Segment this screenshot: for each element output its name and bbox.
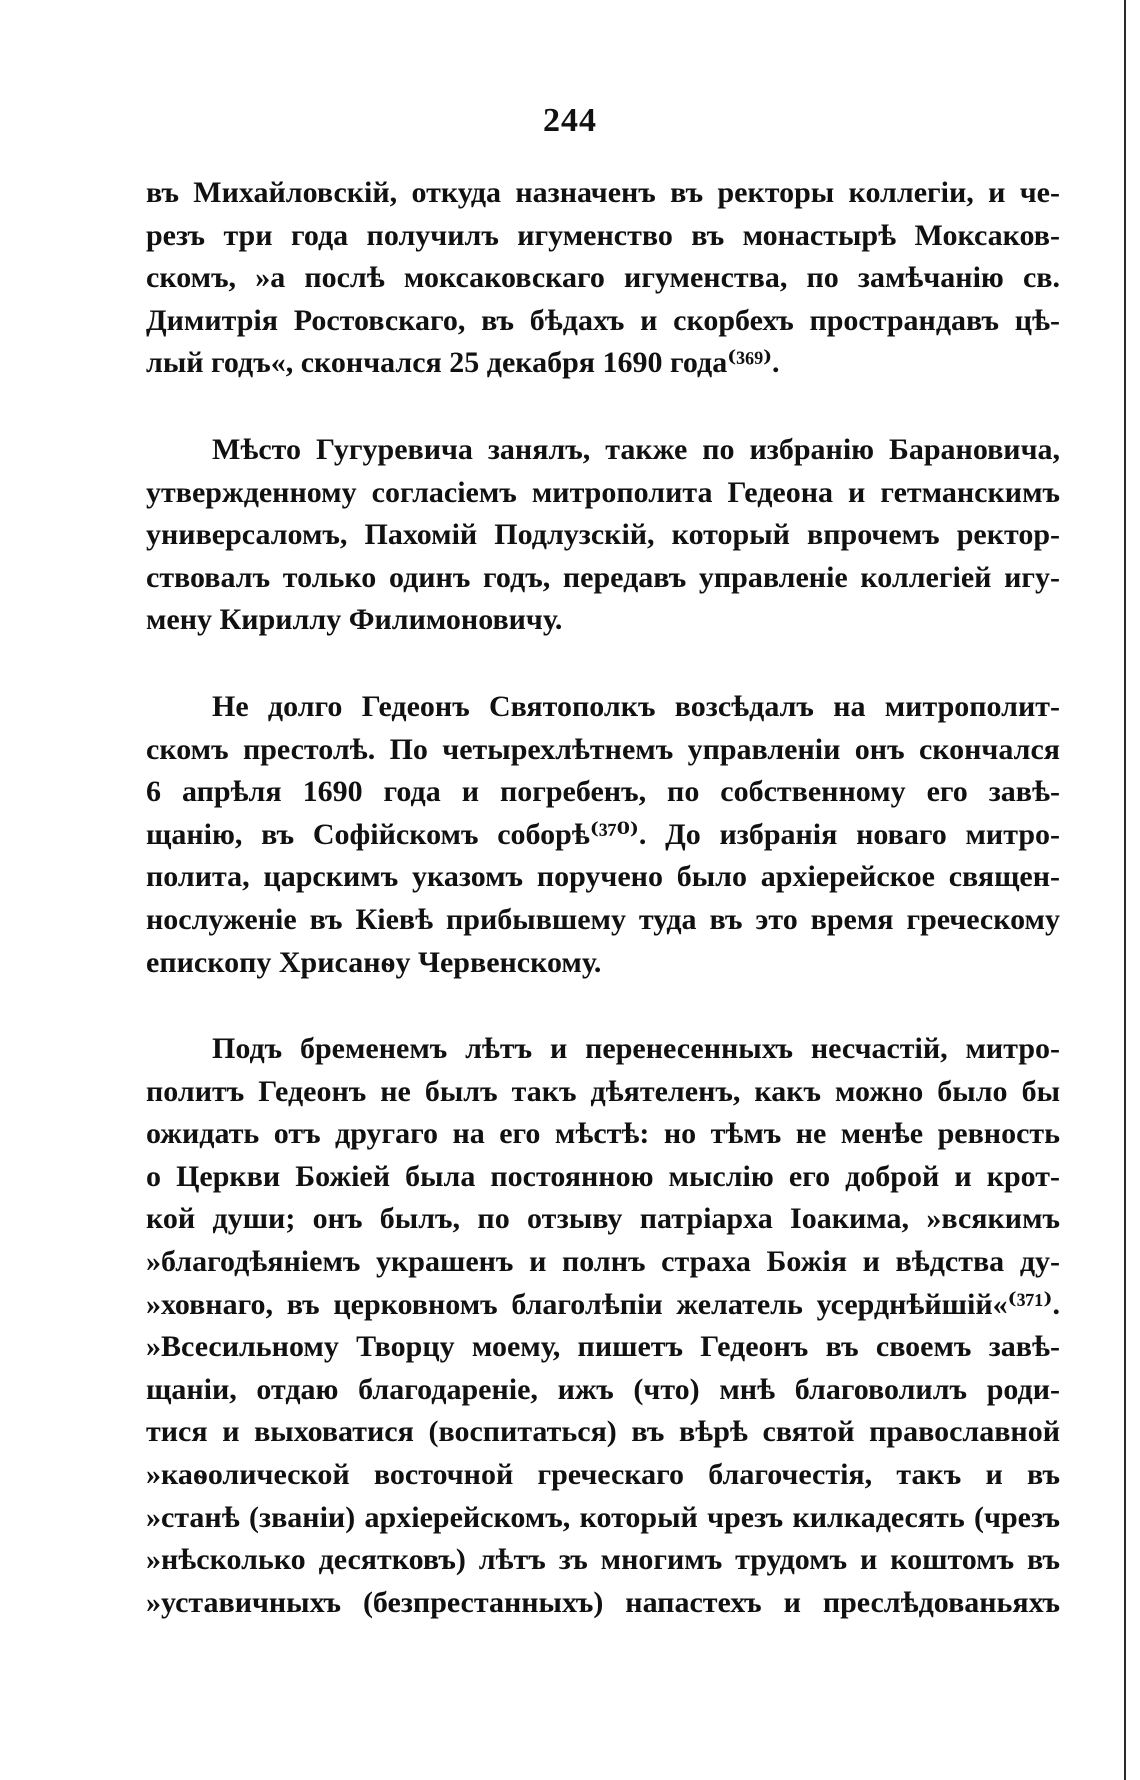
text-line: »благодѣяніемъ украшенъ и полнъ страха Божія и вѣдства ду- [146, 1245, 1060, 1279]
paragraph-2 [146, 429, 1060, 642]
page-edge-line [1124, 0, 1126, 1780]
text-line: кой души; онъ былъ, по отзыву патріарха Іоакима, »всякимъ [146, 1202, 1060, 1236]
text-line: скомъ, »а послѣ моксаковскаго игуменства, по замѣчанію св. [146, 261, 1060, 295]
text-line: щаніи, отдаю благодареніе, ижъ (что) мнѣ благоволилъ роди- [146, 1372, 1060, 1406]
text-line: скомъ престолѣ. По четырехлѣтнемъ управленіи онъ скончался [146, 732, 1060, 766]
text-line: лый годъ«, скончался 25 декабря 1690 года⁽³⁶⁹⁾. [146, 346, 780, 380]
text-line: тися и выховатися (воспитаться) въ вѣрѣ святой православной [146, 1415, 1060, 1449]
text-line: »каѳолической восточной греческаго благочестія, такъ и въ [146, 1458, 1060, 1492]
text-line: Подъ бременемъ лѣтъ и перенесенныхъ несчастій, митро- [212, 1032, 1060, 1066]
text-line: политъ Гедеонъ не былъ такъ дѣятеленъ, какъ можно было бы [146, 1074, 1060, 1108]
paragraph-1 [146, 172, 1060, 385]
text-line: Димитрія Ростовскаго, въ бѣдахъ и скорбехъ пространдавъ цѣ- [146, 303, 1060, 337]
text-line: Мѣсто Гугуревича занялъ, также по избранію Барановича, [212, 432, 1060, 466]
text-line: нослуженіе въ Кіевѣ прибывшему туда въ это время греческому [146, 902, 1060, 936]
text-line: Не долго Гедеонъ Святополкъ возсѣдалъ на митрополит- [212, 689, 1060, 723]
text-line: ожидать отъ другаго на его мѣстѣ: но тѣмъ не менѣе ревность [146, 1117, 1060, 1151]
text-line: »станѣ (званіи) архіерейскомъ, который чрезъ килкадесять (чрезъ [146, 1500, 1060, 1534]
paragraph-4 [146, 1028, 1060, 1624]
text-line: епископу Хрисанѳу Червенскому. [146, 945, 602, 979]
text-line: »уставичныхъ (безпрестанныхъ) напастехъ и преслѣдованьяхъ [146, 1585, 1060, 1619]
text-line: полита, царскимъ указомъ поручено было архіерейское священ- [146, 860, 1060, 894]
text-line: ствовалъ только одинъ годъ, передавъ управленіе коллегіей игу- [146, 560, 1060, 594]
text-line: »ховнаго, въ церковномъ благолѣпіи желатель усерднѣйшій«⁽³⁷¹⁾. [146, 1287, 1060, 1321]
text-line: мену Кириллу Филимоновичу. [146, 603, 563, 637]
text-line: резъ три года получилъ игуменство въ монастырѣ Моксаков- [146, 218, 1060, 252]
paragraph-3 [146, 686, 1060, 984]
text-line: 6 апрѣля 1690 года и погребенъ, по собственному его завѣ- [146, 775, 1060, 809]
text-line: »нѣсколько десятковъ) лѣтъ зъ многимъ трудомъ и коштомъ въ [146, 1543, 1060, 1577]
body-text [146, 172, 1060, 1668]
text-line: о Церкви Божіей была постоянною мыслію его доброй и крот- [146, 1159, 1060, 1193]
text-line: универсаломъ, Пахомій Подлузскій, который впрочемъ ректор- [146, 518, 1060, 552]
text-line: утвержденному согласіемъ митрополита Гедеона и гетманскимъ [146, 475, 1060, 509]
text-line: въ Михайловскій, откуда назначенъ въ ректоры коллегіи, и че- [146, 176, 1060, 209]
text-line: »Всесильному Творцу моему, пишетъ Гедеонъ въ своемъ завѣ- [146, 1330, 1060, 1364]
text-line: щанію, въ Софійскомъ соборѣ⁽³⁷⁰⁾. До избранія новаго митро- [146, 817, 1060, 851]
page-number: 244 [543, 102, 597, 139]
